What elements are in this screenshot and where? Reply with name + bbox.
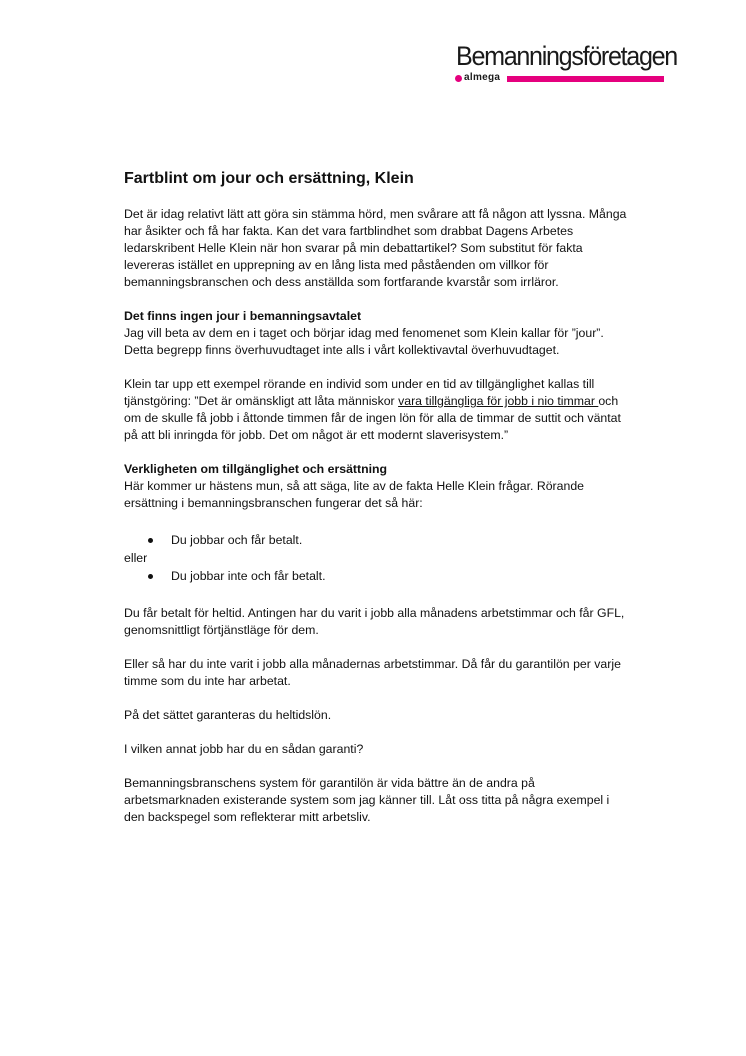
logo-accent-bar [507, 76, 664, 82]
eller-text: eller [124, 551, 148, 565]
section-heading-jour: Det finns ingen jour i bemanningsavtalet [124, 309, 362, 323]
bullet-list-1 [124, 532, 629, 549]
company-logo [452, 40, 677, 86]
bullet-text: Du jobbar inte och får betalt. [171, 569, 326, 583]
bullet-icon [148, 538, 153, 543]
quote-paragraph [124, 376, 629, 444]
quote-underlined-text: vara tillgängliga för jobb i nio timmar [398, 394, 599, 408]
section-text-reality: Här kommer ur hästens mun, så att säga, lite av de fakta Helle Klein frågar. Rörande ersättning i bemanningsbranschen fungerar det så här: [124, 479, 584, 510]
section-jour [124, 308, 629, 359]
bullet-text: Du jobbar och får betalt. [171, 533, 303, 547]
section-text-jour: Jag vill beta av dem en i taget och börjar idag med fenomenet som Klein kallar för ”jour”. Detta begrepp finns överhuvudtaget inte alls i vårt kollektivavtal överhuvudtaget. [124, 326, 604, 357]
logo-dot-icon [455, 75, 462, 82]
quote-text-before: Klein tar upp ett exempel rörande en individ som under en tid av tillgänglighet kallas till tjänstgöring: ”Det är omänskligt att låta människor [124, 377, 595, 408]
logo-subline [452, 73, 668, 85]
paragraph-heltidslon: På det sättet garanteras du heltidslön. [124, 708, 332, 722]
article-body [124, 168, 629, 843]
section-reality [124, 461, 629, 512]
paragraph-question: I vilken annat jobb har du en sådan garanti? [124, 742, 364, 756]
list-item [124, 568, 629, 585]
logo-wordmark: Bemanningsföretagen [456, 41, 677, 71]
intro-paragraph: Det är idag relativt lätt att göra sin stämma hörd, men svårare att få någon att lyssna. Många har åsikter och få har fakta. Kan det vara fartblindhet som drabbat Dagens Arbetes ledarskribent Helle Klein när hon svarar på min debattartikel? Som substitut för fakta levereras istället en upprepning av en lång lista med påståenden om villkor för bemanningsbranschen och dess anställda som fortfarande kvarstår som irrläror. [124, 207, 627, 289]
paragraph-heltid: Du får betalt för heltid. Antingen har du varit i jobb alla månadens arbetstimmar och får GFL, genomsnittligt förtjänstläge för dem. [124, 606, 625, 637]
article-title: Fartblint om jour och ersättning, Klein [124, 170, 414, 187]
bullet-list-2 [124, 568, 629, 585]
section-heading-reality: Verkligheten om tillgänglighet och ersättning [124, 462, 388, 476]
logo-sub-text: almega [464, 72, 501, 83]
quote-text-after: och om de skulle få jobb i åttonde timmen får de ingen lön för alla de timmar de suttit och väntat på att bli inringda för jobb. Det om något är ett modernt slaverisystem.” [124, 394, 621, 442]
paragraph-garantilon: Eller så har du inte varit i jobb alla månadernas arbetstimmar. Då får du garantilön per varje timme som du inte har arbetat. [124, 657, 621, 688]
bullet-icon [148, 574, 153, 579]
paragraph-system: Bemanningsbranschens system för garantilön är vida bättre än de andra på arbetsmarknaden existerande system som jag känner till. Låt oss titta på några exempel i den backspegel som reflekterar mitt arbetsliv. [124, 776, 610, 824]
list-item [124, 532, 629, 549]
